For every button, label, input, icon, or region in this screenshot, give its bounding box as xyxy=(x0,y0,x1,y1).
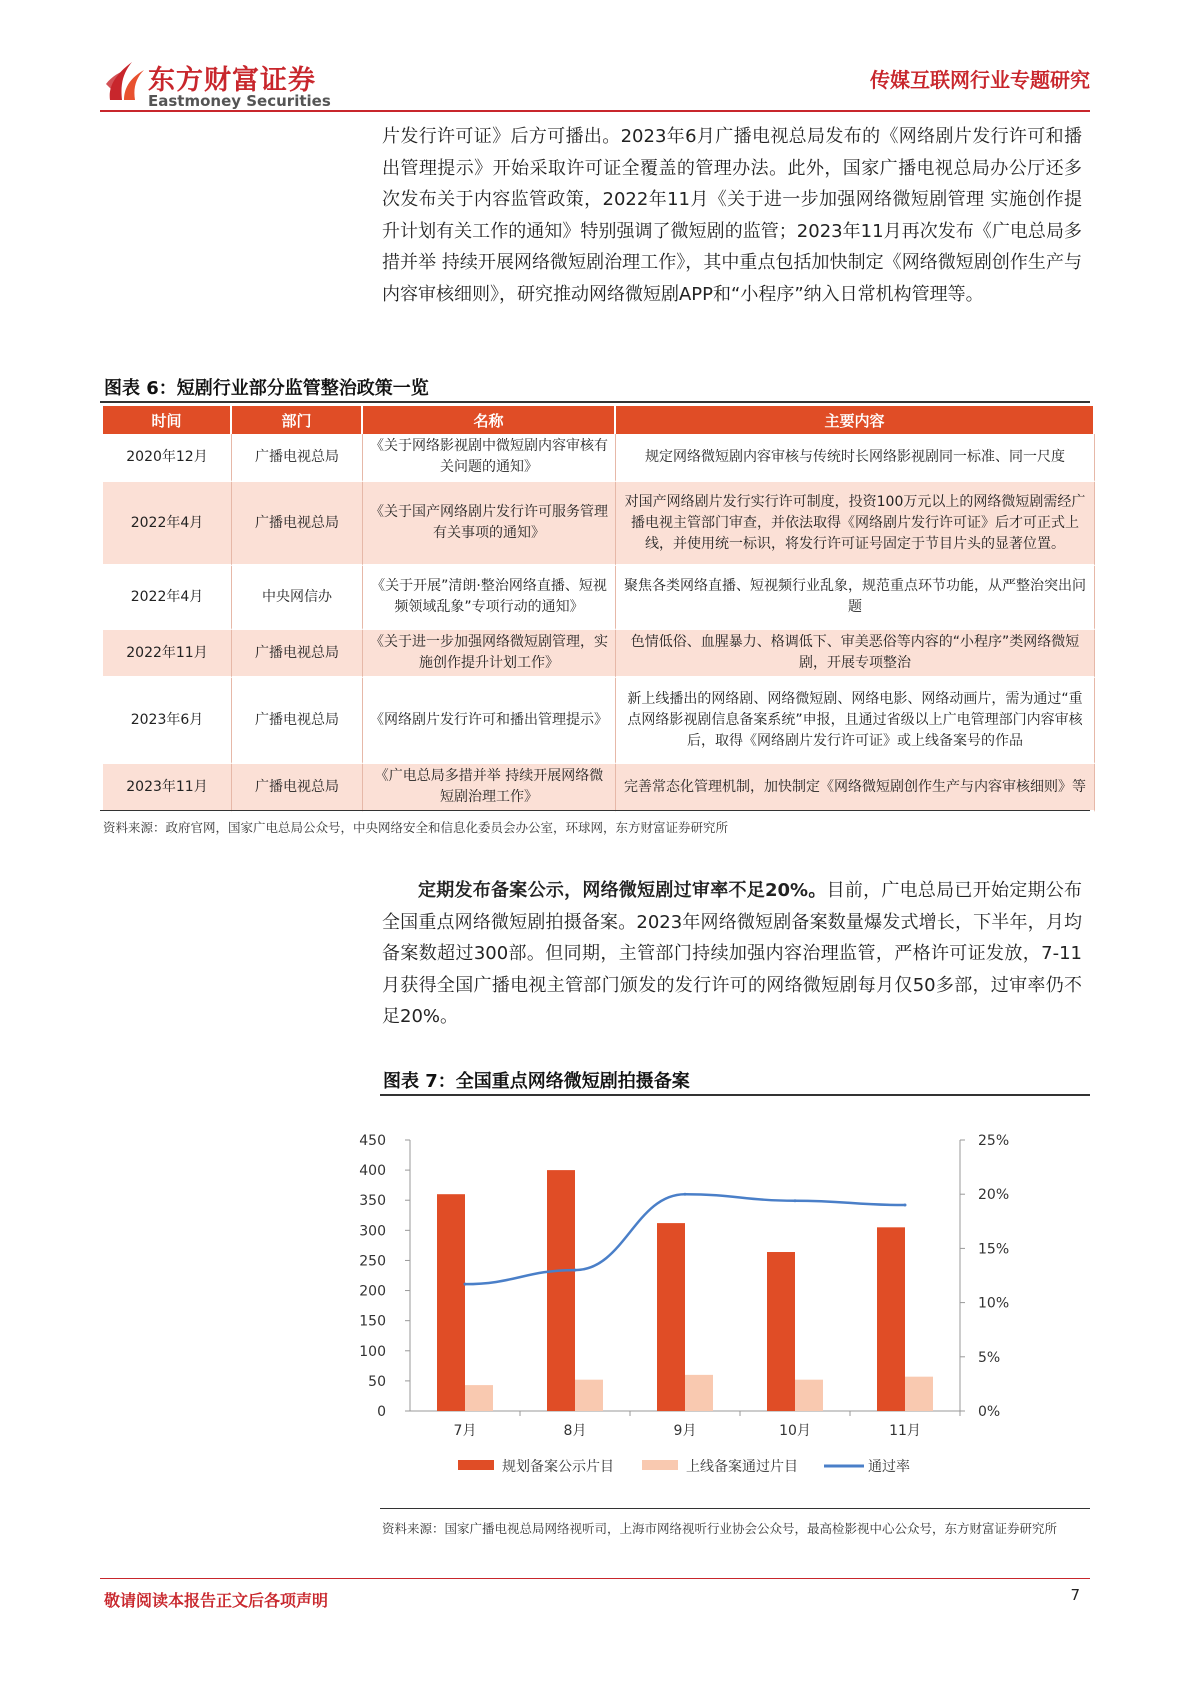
y-tick-label-right: 15% xyxy=(978,1241,1010,1258)
y-tick-label-right: 25% xyxy=(978,1133,1010,1149)
y-tick-label-left: 300 xyxy=(359,1223,386,1240)
x-tick-label: 7月 xyxy=(453,1423,477,1439)
logo-text-en: Eastmoney Securities xyxy=(148,92,331,110)
footer-disclaimer: 敬请阅读本报告正文后各项声明 xyxy=(104,1591,329,1610)
pass-rate-point xyxy=(464,1283,467,1286)
legend-label: 规划备案公示片目 xyxy=(502,1459,614,1475)
legend-swatch xyxy=(458,1460,494,1470)
cell-dept: 广播电视总局 xyxy=(232,678,363,764)
pass-rate-point xyxy=(794,1199,797,1202)
paragraph-body: 目前，广电总局已开始定期公布全国重点网络微短剧拍摄备案。2023年网络微短剧备案数量爆发式增长，下半年，月均备案数超过300部。但同期，主管部门持续加强内容治理监管，严格许可证发放，7-11月获得全国广播电视主管部门颁发的发行许可的网络微短剧每月仅50多部，过审率仍不足20%。 xyxy=(382,880,1082,1027)
pass-rate-point xyxy=(904,1204,907,1207)
figure-7-title: 图表 7：全国重点网络微短剧拍摄备案 xyxy=(383,1071,690,1092)
cell-time: 2020年12月 xyxy=(103,434,232,482)
figure-7-top-rule xyxy=(380,1094,1090,1096)
y-tick-label-left: 450 xyxy=(359,1133,386,1149)
cell-content: 规定网络微短剧内容审核与传统时长网络影视剧同一标准、同一尺度 xyxy=(616,434,1095,482)
cell-content: 完善常态化管理机制，加快制定《网络微短剧创作生产与内容审核细则》等 xyxy=(616,764,1095,812)
cell-dept: 中央网信办 xyxy=(232,566,363,630)
y-tick-label-left: 150 xyxy=(359,1313,386,1330)
x-tick-label: 9月 xyxy=(673,1423,697,1439)
y-tick-label-left: 0 xyxy=(377,1404,386,1420)
cell-name: 《关于进一步加强网络微短剧管理，实施创作提升计划工作》 xyxy=(363,630,616,678)
body-paragraph-1: 片发行许可证》后方可播出。2023年6月广播电视总局发布的《网络剧片发行许可和播出管理提示》开始采取许可证全覆盖的管理办法。此外，国家广播电视总局办公厅还多次发布关于内容监管政策，2022年11月《关于进一步加强网络微短剧管理 实施创作提升计划有关工作的通知》特别强调了微短剧的监管；2023年11月再次发布《广电总局多措并举 持续开展网络微短剧治理工作》，其中重点包括加快制定《网络微短剧创作生产与内容审核细则》，研究推动网络微短剧APP和“小程序”纳入日常机构管理等。 xyxy=(382,126,1082,305)
cell-time: 2022年11月 xyxy=(103,630,232,678)
body-paragraph-2 xyxy=(382,875,1082,1033)
cell-dept: 广播电视总局 xyxy=(232,482,363,566)
footer-divider xyxy=(100,1578,1090,1579)
table-row xyxy=(103,482,1095,566)
column-header-dept: 部门 xyxy=(232,406,363,434)
legend-label: 通过率 xyxy=(868,1459,910,1475)
bar-approved xyxy=(905,1377,933,1411)
figure-6-bottom-rule xyxy=(100,810,1090,811)
y-tick-label-right: 20% xyxy=(978,1187,1010,1204)
column-header-content: 主要内容 xyxy=(616,406,1095,434)
cell-name: 《关于网络影视剧中微短剧内容审核有关问题的通知》 xyxy=(363,434,616,482)
bar-planned xyxy=(877,1227,905,1411)
y-tick-label-right: 5% xyxy=(978,1349,1001,1366)
bar-approved xyxy=(465,1385,493,1411)
cell-content: 聚焦各类网络直播、短视频行业乱象，规范重点环节功能，从严整治突出问题 xyxy=(616,566,1095,630)
figure-6-title: 图表 6：短剧行业部分监管整治政策一览 xyxy=(104,378,429,399)
y-tick-label-left: 50 xyxy=(368,1373,386,1390)
x-tick-label: 10月 xyxy=(779,1423,811,1439)
table-header-row xyxy=(103,406,1095,434)
report-title: 传媒互联网行业专题研究 xyxy=(870,68,1090,92)
cell-dept: 广播电视总局 xyxy=(232,434,363,482)
bar-approved xyxy=(685,1375,713,1411)
bar-planned xyxy=(767,1252,795,1411)
cell-name: 《广电总局多措并举 持续开展网络微短剧治理工作》 xyxy=(363,764,616,812)
table-row xyxy=(103,630,1095,678)
logo-text-cn: 东方财富证券 xyxy=(148,65,316,96)
cell-name: 《网络剧片发行许可和播出管理提示》 xyxy=(363,678,616,764)
paragraph-lead: 定期发布备案公示，网络微短剧过审率不足20%。 xyxy=(418,880,827,901)
y-tick-label-left: 100 xyxy=(359,1343,386,1360)
x-tick-label: 8月 xyxy=(563,1423,587,1439)
header-divider xyxy=(100,110,1090,112)
policy-table xyxy=(103,406,1095,812)
y-tick-label-left: 400 xyxy=(359,1163,386,1180)
bar-approved xyxy=(795,1380,823,1411)
column-header-name: 名称 xyxy=(363,406,616,434)
table-row xyxy=(103,764,1095,812)
bar-planned xyxy=(547,1170,575,1411)
bar-approved xyxy=(575,1380,603,1411)
figure-6-top-rule xyxy=(100,401,1090,403)
filing-chart xyxy=(359,1100,1090,1505)
cell-dept: 广播电视总局 xyxy=(232,764,363,812)
figure-6-source: 资料来源：政府官网，国家广电总局公众号，中央网络安全和信息化委员会办公室，环球网，东方财富证券研究所 xyxy=(103,820,729,835)
column-header-time: 时间 xyxy=(103,406,232,434)
table-row xyxy=(103,434,1095,482)
figure-7-source: 资料来源：国家广播电视总局网络视听司，上海市网络视听行业协会公众号，最高检影视中心公众号，东方财富证券研究所 xyxy=(382,1521,1058,1536)
figure-7-bottom-rule xyxy=(380,1508,1090,1509)
pass-rate-point xyxy=(684,1193,687,1196)
cell-content: 色情低俗、血腥暴力、格调低下、审美恶俗等内容的“小程序”类网络微短剧，开展专项整治 xyxy=(616,630,1095,678)
cell-content: 新上线播出的网络剧、网络微短剧、网络电影、网络动画片，需为通过“重点网络影视剧信息备案系统”申报，且通过省级以上广电管理部门内容审核后，取得《网络剧片发行许可证》或上线备案号的作品 xyxy=(616,678,1095,764)
table-row xyxy=(103,566,1095,630)
legend-swatch xyxy=(642,1460,678,1470)
cell-time: 2022年4月 xyxy=(103,566,232,630)
chart-bars xyxy=(437,1170,933,1411)
legend-label: 上线备案通过片目 xyxy=(686,1459,798,1475)
x-tick-label: 11月 xyxy=(889,1423,921,1439)
y-tick-label-left: 350 xyxy=(359,1193,386,1210)
cell-content: 对国产网络剧片发行实行许可制度，投资100万元以上的网络微短剧需经广播电视主管部门审查，并依法取得《网络剧片发行许可证》后才可正式上线，并使用统一标识，将发行许可证号固定于节目片头的显著位置。 xyxy=(616,482,1095,566)
chart-legend xyxy=(458,1458,910,1475)
eastmoney-logo-icon xyxy=(102,56,148,104)
bar-planned xyxy=(657,1223,685,1411)
y-tick-label-left: 250 xyxy=(359,1253,386,1270)
page-number: 7 xyxy=(1070,1586,1080,1604)
y-tick-label-right: 10% xyxy=(978,1295,1010,1312)
pass-rate-point xyxy=(574,1269,577,1272)
cell-time: 2023年11月 xyxy=(103,764,232,812)
y-tick-label-left: 200 xyxy=(359,1283,386,1300)
cell-time: 2022年4月 xyxy=(103,482,232,566)
table-row xyxy=(103,678,1095,764)
cell-time: 2023年6月 xyxy=(103,678,232,764)
cell-name: 《关于开展”清朗·整治网络直播、短视频领域乱象”专项行动的通知》 xyxy=(363,566,616,630)
bar-planned xyxy=(437,1194,465,1411)
y-tick-label-right: 0% xyxy=(978,1404,1001,1420)
cell-dept: 广播电视总局 xyxy=(232,630,363,678)
cell-name: 《关于国产网络剧片发行许可服务管理有关事项的通知》 xyxy=(363,482,616,566)
